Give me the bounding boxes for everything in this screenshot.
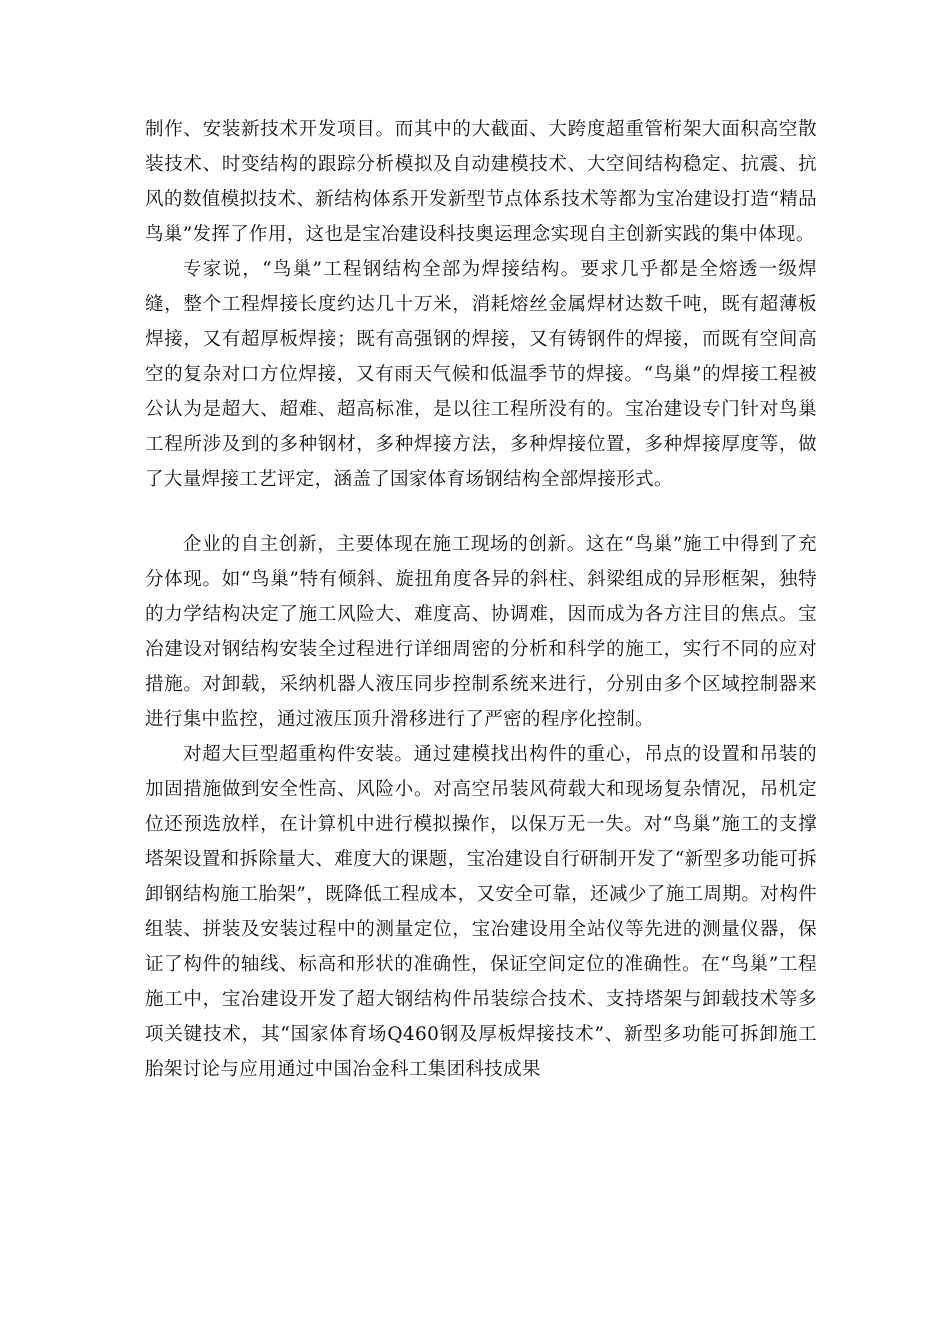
paragraph-2: 专家说，“鸟巢”工程钢结构全部为焊接结构。要求几乎都是全熔透一级焊缝，整个工程焊接长度约达几十万米，消耗熔丝金属焊材达数千吨，既有超薄板焊接，又有超厚板焊接；既有高强钢的焊接，又有铸钢件的焊接，而既有空间高空的复杂对口方位焊接，又有雨天气候和低温季节的焊接。“鸟巢”的焊接工程被公认为是超大、超难、超高标准，是以往工程所没有的。宝冶建设专门针对鸟巢工程所涉及到的多种钢材，多种焊接方法，多种焊接位置，多种焊接厚度等，做了大量焊接工艺评定，涵盖了国家体育场钢结构全部焊接形式。: [145, 259, 817, 490]
paragraph-1: 制作、安装新技术开发项目。而其中的大截面、大跨度超重管桁架大面积高空散装技术、时变结构的跟踪分析模拟及自动建模技术、大空间结构稳定、抗震、抗风的数值模拟技术、新结构体系开发新型节点体系技术等都为宝冶建设打造“精品鸟巢”发挥了作用，这也是宝冶建设科技奥运理念实现自主创新实践的集中体现。: [145, 119, 817, 245]
document-page: [145, 112, 817, 1087]
paragraph-4: 对超大巨型超重构件安装。通过建模找出构件的重心，吊点的设置和吊装的加固措施做到安全性高、风险小。对高空吊装风荷载大和现场复杂情况，吊机定位还预选放样，在计算机中进行模拟操作，以保万无一失。对“鸟巢”施工的支撑塔架设置和拆除量大、难度大的课题，宝冶建设自行研制开发了“新型多功能可拆卸钢结构施工胎架”，既降低工程成本，又安全可靠，还减少了施工周期。对构件组装、拼装及安装过程中的测量定位，宝冶建设用全站仪等先进的测量仪器，保证了构件的轴线、标高和形状的准确性，保证空间定位的准确性。在“鸟巢”工程施工中，宝冶建设开发了超大钢结构件吊装综合技术、支持塔架与卸载技术等多项关键技术，其“国家体育场Q460钢及厚板焊接技术”、新型多功能可拆卸施工胎架讨论与应用通过中国冶金科工集团科技成果: [145, 744, 817, 1080]
paragraph-3: 企业的自主创新，主要体现在施工现场的创新。这在“鸟巢”施工中得到了充分体现。如“鸟巢”特有倾斜、旋扭角度各异的斜柱、斜梁组成的异形框架，独特的力学结构决定了施工风险大、难度高、协调难，因而成为各方注目的焦点。宝冶建设对钢结构安装全过程进行详细周密的分析和科学的施工，实行不同的应对措施。对卸载，采纳机器人液压同步控制系统来进行，分别由多个区域控制器来进行集中监控，通过液压顶升滑移进行了严密的程序化控制。: [145, 534, 817, 730]
